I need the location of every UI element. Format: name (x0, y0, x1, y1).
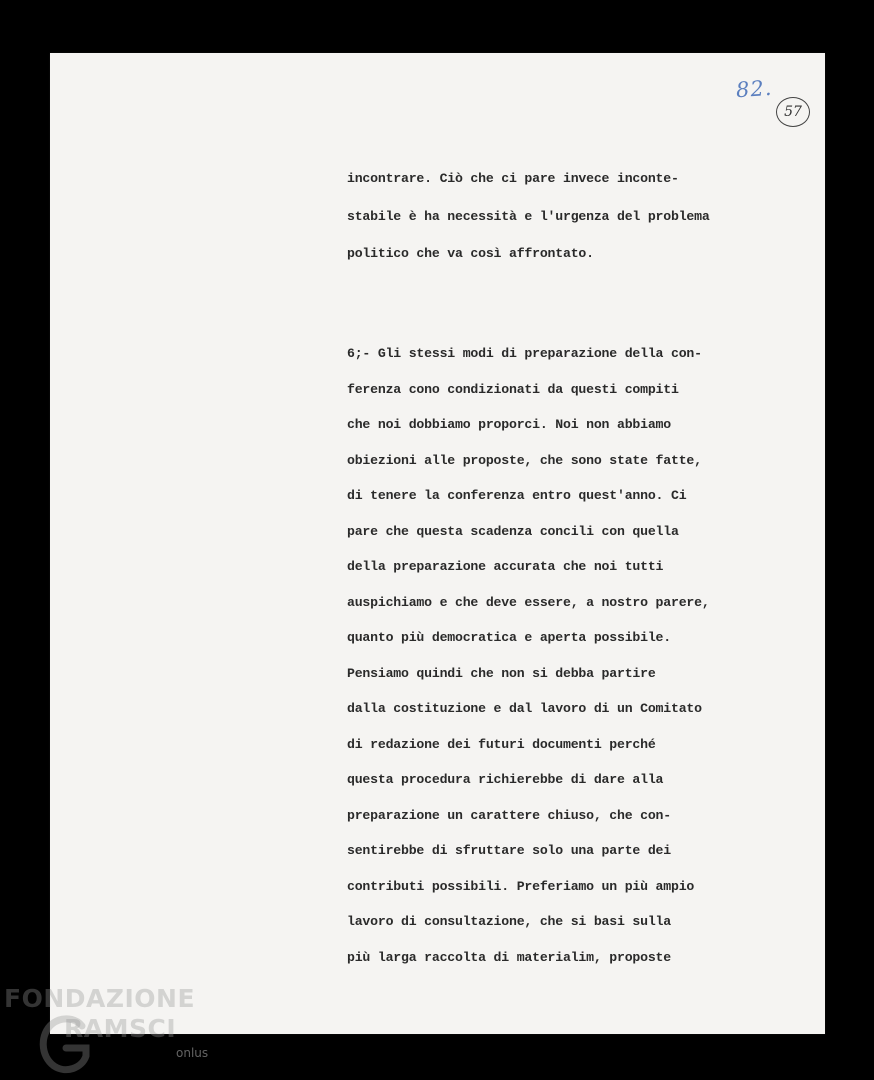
text-line: preparazione un carattere chiuso, che con- (347, 807, 671, 823)
text-line: quanto più democratica e aperta possibile. (347, 630, 671, 645)
text-line: dalla costituzione e dal lavoro di un Comitato (347, 701, 702, 716)
text-line: auspichiamo e che deve essere, a nostro parere, (347, 594, 710, 610)
text-line: ferenza cono condizionati da questi compiti (347, 381, 679, 397)
fondazione-gramsci-watermark (4, 984, 224, 1080)
text-line: sentirebbe di sfruttare solo una parte dei (347, 843, 671, 858)
text-line: obiezioni alle proposte, che sono state fatte, (347, 452, 702, 468)
text-line: pare che questa scadenza concili con quella (347, 523, 679, 539)
text-line: della preparazione accurata che noi tutti (347, 559, 664, 574)
text-line: politico che va così affrontato. (347, 246, 594, 261)
text-line: stabile è ha necessità e l'urgenza del problema (347, 208, 710, 224)
page-number-circle (776, 97, 810, 127)
paragraph-1 (347, 160, 772, 273)
text-line: di redazione dei futuri documenti perché (347, 736, 656, 752)
paragraph-2 (347, 336, 772, 975)
watermark-line-3: onlus (176, 1046, 209, 1060)
text-line: Pensiamo quindi che non si debba partire (347, 665, 656, 681)
archive-number-annotation: 82. (735, 75, 774, 103)
text-line: lavoro di consultazione, che si basi sulla (347, 914, 671, 929)
text-line: di tenere la conferenza entro quest'anno. Ci (347, 488, 687, 503)
text-line: questa procedura richierebbe di dare alla (347, 772, 664, 787)
page-number: 57 (784, 104, 802, 120)
text-line: contributi possibili. Preferiamo un più ampio (347, 878, 695, 894)
text-line: incontrare. Ciò che ci pare invece inconte- (347, 171, 679, 186)
watermark-line-1: FONDAZIONE (4, 984, 196, 1013)
text-line: 6;- Gli stessi modi di preparazione della con- (347, 346, 702, 361)
watermark-line-2: RAMSCI (64, 1014, 177, 1043)
text-line: più larga raccolta di materialim, proposte (347, 949, 671, 965)
text-line: che noi dobbiamo proporci. Noi non abbiamo (347, 417, 671, 432)
